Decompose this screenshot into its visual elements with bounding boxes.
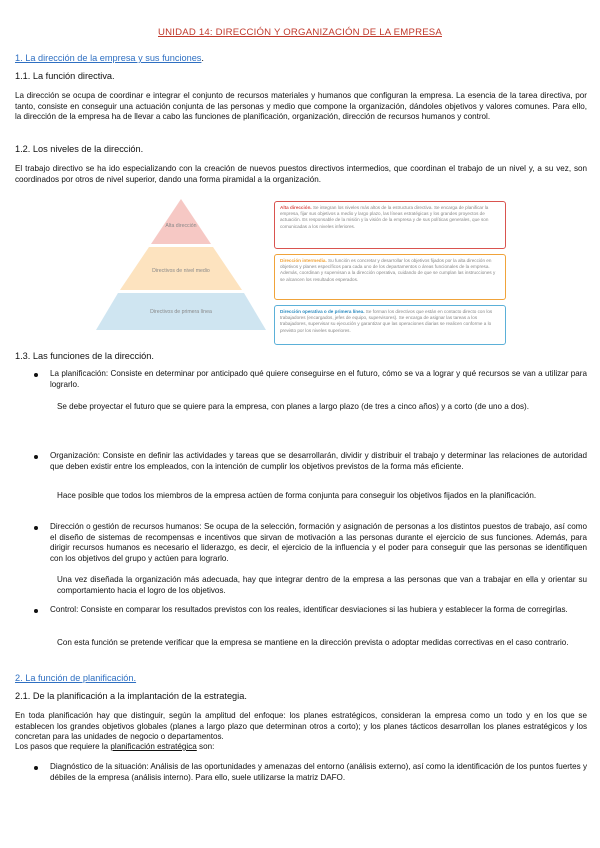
function-planificacion: La planificación: Consiste en determinar por anticipado qué quiere conseguirse en el futuro, cómo se va a lograr y qué recursos se van a utilizar para lograrlo. <box>50 369 587 389</box>
bullet-icon <box>34 455 38 459</box>
subsection-1-3-heading: 1.3. Las funciones de la dirección. <box>15 351 154 361</box>
planning-steps-intro: Los pasos que requiere la planificación estratégica son: <box>15 742 215 751</box>
function-organizacion-note: Hace posible que todos los miembros de la empresa actúen de forma conjunta para conseguir los objetivos fijados en la planificación. <box>57 491 537 500</box>
direccion-operativa-box: Dirección operativa o de primera línea. Se forman los directivos que están en contacto directo con los trabajadores (encargados, jefes de equipo, supervisores). Se encarga de asignar las tareas a los trabajadores, supervisar su ejecución y garantizar que las operaciones diarias se realicen conforme a lo previsto por los niveles superiores. <box>274 305 506 345</box>
function-control-note: Con esta función se pretende verificar que la empresa se mantiene en la dirección prevista o adoptar medidas correctivas en el caso contrario. <box>57 638 569 647</box>
subsection-1-1-heading: 1.1. La función directiva. <box>15 71 115 81</box>
subsection-2-1-paragraph: En toda planificación hay que distinguir, según la amplitud del enfoque: los planes estratégicos, consideran la empresa como un todo y en los que se establecen los grandes objetivos globales (planes a largo plazo que determinan otros a corto); y los planes tácticos desarrollan los planes estratégicos y los concretan para las unidades de negocio o departamentos. <box>15 711 587 741</box>
function-planificacion-note: Se debe proyectar el futuro que se quiere para la empresa, con planes a largo plazo (de tres a cinco años) y a corto (de uno a dos). <box>57 402 529 411</box>
subsection-1-2-paragraph: El trabajo directivo se ha ido especializando con la creación de nuevos puestos directivos intermedios, que coordinan el trabajo de un nivel y, a su vez, son coordinados por otros de nivel superior, dando una forma piramidal a la organización. <box>15 164 587 184</box>
section-2-heading <box>15 668 136 686</box>
function-organizacion: Organización: Consiste en definir las actividades y tareas que se desarrollarán, dividir y distribuir el trabajo y determinar las relaciones de autoridad que deben existir entre los empleados, con la intención de cumplir los objetivos previstos de la forma más eficiente. <box>50 451 587 471</box>
bullet-icon <box>34 609 38 613</box>
section-1-heading: 1. La dirección de la empresa y sus funciones. <box>15 53 204 63</box>
pyramid-figure <box>96 196 506 332</box>
pyramid-top-label: Alta dirección <box>165 223 197 229</box>
section-1-link[interactable]: 1. La dirección de la empresa y sus funciones <box>15 53 202 63</box>
function-recursos-humanos: Dirección o gestión de recursos humanos: Se ocupa de la selección, formación y asignación de personas a los distintos puestos de trabajo, así como el diseño de sistemas de recompensas e incentivos que sirvan de motivación a las personas durante el ejercicio de sus funciones. Además, para dirigir recursos humanos es necesario el liderazgo, es decir, el ejercicio de la influencia y el poder para conseguir que las personas se identifiquen con los objetivos del grupo y actúen para lograrlo. <box>50 522 587 563</box>
subsection-2-1-heading: 2.1. De la planificación a la implantación de la estrategia. <box>15 691 247 701</box>
bullet-icon <box>34 526 38 530</box>
function-recursos-humanos-note: Una vez diseñada la organización más adecuada, hay que integrar dentro de la empresa a las personas que van a trabajar en ella y orientar su comportamiento hacia el logro de los objetivos. <box>57 575 587 595</box>
bullet-icon <box>34 373 38 377</box>
pyramid-middle-label: Directivos de nivel medio <box>152 268 210 274</box>
function-control: Control: Consiste en comparar los resultados previstos con los reales, identificar desviaciones si las hubiera y establecer la forma de corregirlas. <box>50 605 568 614</box>
planificacion-estrategica-link[interactable]: planificación estratégica <box>110 742 197 751</box>
subsection-1-1-paragraph: La dirección se ocupa de coordinar e integrar el conjunto de recursos materiales y humanos que configuran la empresa. La esencia de la tarea directiva, por tanto, consiste en conseguir una actuación conjunta de las personas y medio que compone la organización, dándoles objetivos y valores comunes. Para ello, la dirección de la empresa ha de llevar a cabo las funciones de planificación, organización, dirección de recursos humanos y control. <box>15 91 587 121</box>
pyramid-top-level <box>151 199 211 244</box>
document-title: UNIDAD 14: DIRECCIÓN Y ORGANIZACIÓN DE LA EMPRESA <box>158 27 442 38</box>
bullet-icon <box>34 766 38 770</box>
subsection-1-2-heading: 1.2. Los niveles de la dirección. <box>15 144 144 154</box>
alta-direccion-box: Alta dirección. Se integran los niveles más altos de la estructura directiva. Se encarga de planificar la empresa, fijar sus objetivos a medio y largo plazo, las líneas estratégicas y los grandes proyectos de actuación. Es responsable de la misión y la visión de la empresa y de sus políticas generales, que son comunicadas a los niveles inferiores. <box>274 201 506 249</box>
direccion-intermedia-box: Dirección intermedia. Su función es concretar y desarrollar los objetivos fijados por la alta dirección en objetivos y planes específicos para cada uno de los departamentos o áreas funcionales de la empresa. Además, coordinan y supervisan a la dirección operativa, cuidando de que se cumplan las instrucciones y se alcancen los resultados esperados. <box>274 254 506 300</box>
step-diagnostico: Diagnóstico de la situación: Análisis de las oportunidades y amenazas del entorno (análisis externo), así como la identificación de los puntos fuertes y débiles de la empresa (análisis interno). Para ello, suele utilizarse la matriz DAFO. <box>50 762 587 782</box>
pyramid-bottom-label: Directivos de primera línea <box>150 309 212 315</box>
section-2-link[interactable]: 2. La función de planificación. <box>15 673 137 683</box>
